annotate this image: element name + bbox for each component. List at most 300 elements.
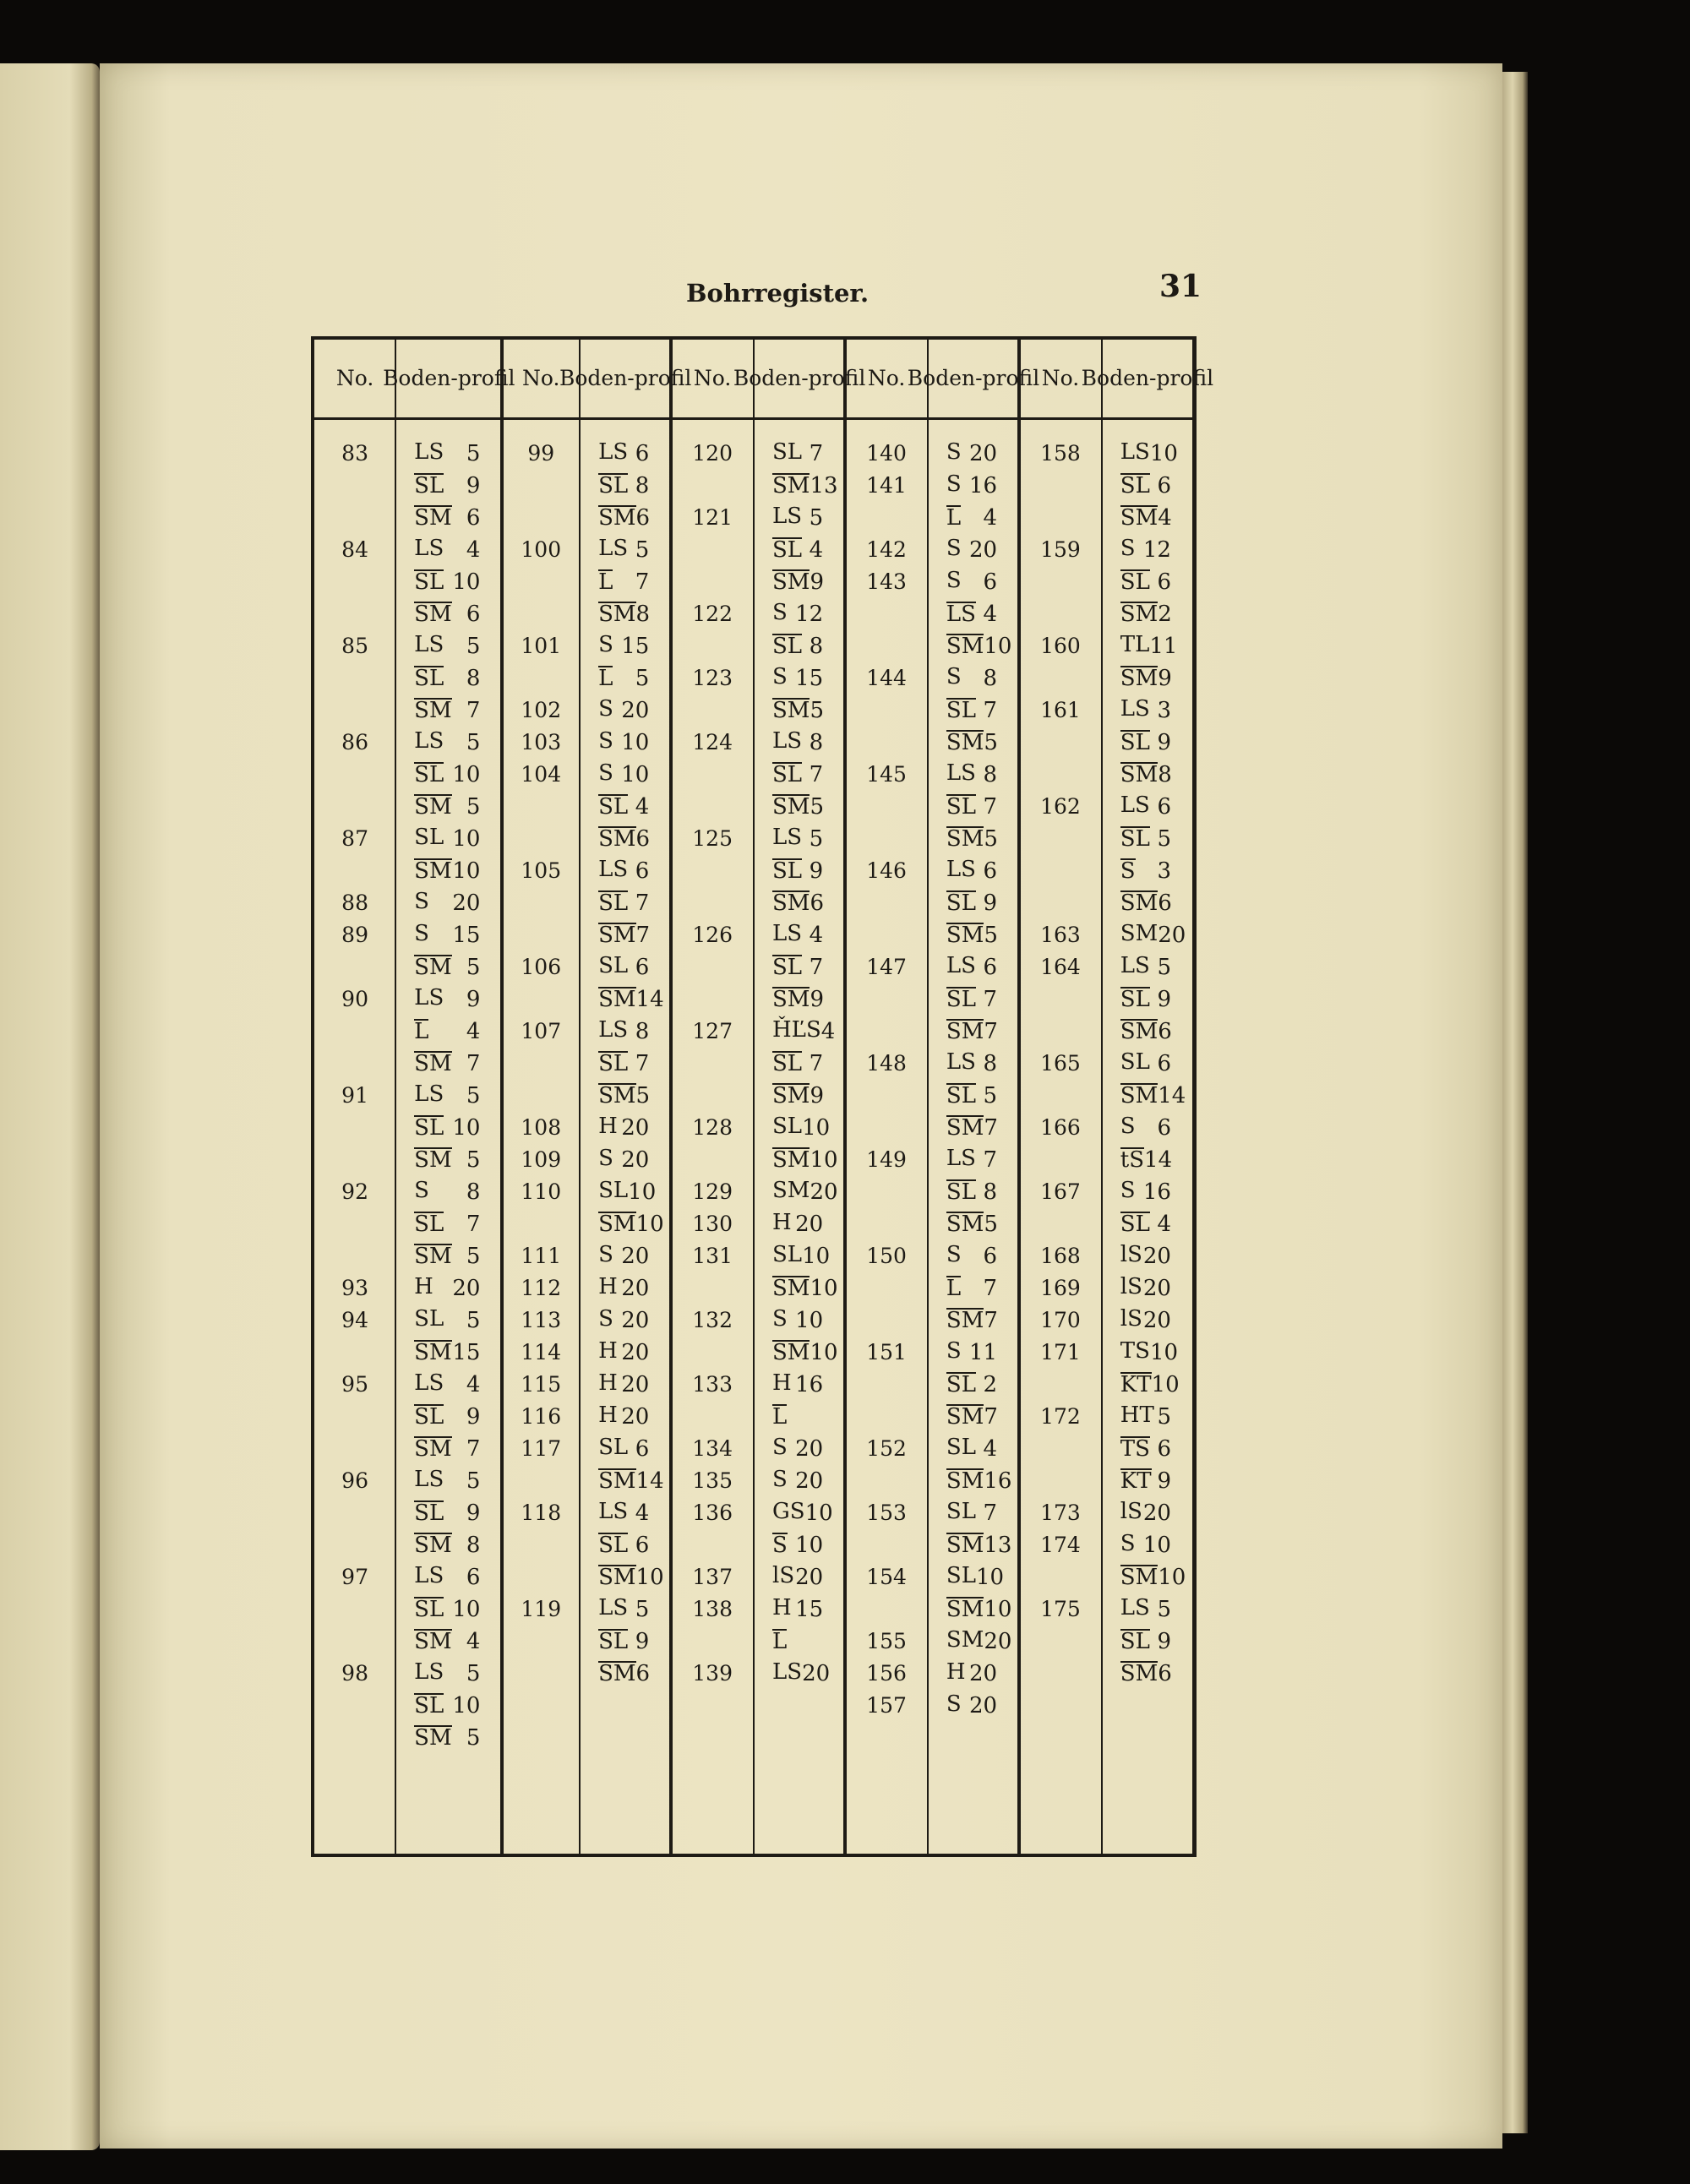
soil-layer: [946, 505, 997, 531]
layer-thickness: 6: [466, 602, 481, 627]
soil-layer: [1120, 473, 1171, 498]
soil-layer: [598, 1051, 649, 1076]
layer-thickness: 6: [1157, 794, 1171, 820]
layer-thickness: 5: [810, 794, 824, 820]
layer-thickness: 7: [984, 1404, 998, 1430]
soil-layer: [598, 826, 649, 852]
running-head: Bohrregister.: [686, 279, 870, 308]
soil-layer: [1120, 987, 1171, 1012]
bore-number: 163: [1040, 923, 1081, 947]
soil-layer: [772, 1340, 838, 1365]
soil-type: H: [772, 1595, 792, 1620]
soil-type: S: [598, 1242, 613, 1267]
soil-layer: [946, 1468, 1012, 1494]
layer-thickness: 10: [810, 1340, 838, 1365]
layer-thickness: 10: [1149, 441, 1178, 466]
layer-thickness: 15: [452, 923, 481, 948]
soil-type: lS: [1120, 1306, 1142, 1332]
soil-type: SM: [946, 634, 984, 659]
layer-thickness: 7: [635, 890, 650, 916]
soil-layer: [414, 1308, 480, 1333]
soil-type: SL: [414, 1404, 444, 1430]
header-bodenprofil-line: profil: [634, 366, 692, 390]
soil-type: LS: [772, 728, 803, 754]
soil-type: H: [946, 1659, 966, 1685]
layer-thickness: 2: [1158, 602, 1172, 627]
soil-layer: [946, 666, 997, 691]
bore-number: 133: [692, 1372, 733, 1397]
bore-number: 129: [692, 1179, 733, 1204]
soil-type: SL: [1120, 730, 1150, 755]
layer-thickness: 2: [983, 1372, 998, 1397]
bore-number: 143: [866, 569, 907, 594]
layer-thickness: 4: [466, 1629, 481, 1654]
layer-thickness: 5: [984, 923, 998, 948]
header-bodenprofil-line: Boden-: [907, 366, 983, 390]
layer-thickness: 5: [466, 1308, 481, 1333]
layer-thickness: 15: [795, 1597, 824, 1622]
soil-type: S: [414, 889, 429, 914]
bore-number: 170: [1040, 1308, 1081, 1332]
soil-layer: [1120, 1019, 1171, 1044]
layer-thickness: 14: [635, 987, 664, 1012]
layer-thickness: 8: [1158, 762, 1172, 787]
soil-type: L: [772, 1629, 788, 1654]
layer-thickness: 5: [809, 505, 824, 531]
soil-layer: [414, 923, 480, 948]
soil-type: SL: [946, 1563, 976, 1588]
soil-layer: [1120, 1244, 1171, 1269]
soil-type: SL: [414, 762, 444, 787]
soil-layer: [598, 1533, 649, 1558]
soil-type: SL: [1120, 987, 1150, 1012]
soil-type: LS: [946, 1049, 976, 1075]
soil-type: S: [598, 632, 613, 657]
soil-type: SM: [772, 987, 810, 1012]
layer-thickness: 10: [804, 1500, 833, 1526]
soil-type: S: [946, 568, 962, 593]
soil-type: SM: [414, 505, 452, 531]
layer-thickness: 7: [983, 987, 998, 1012]
soil-layer: [1120, 1308, 1171, 1333]
soil-layer: [598, 1661, 649, 1686]
layer-thickness: 8: [635, 473, 650, 498]
layer-thickness: 4: [809, 537, 824, 563]
layer-thickness: 20: [969, 441, 998, 466]
header-bodenprofil-line: Boden-: [1081, 366, 1157, 390]
soil-layer: [1120, 1372, 1180, 1397]
layer-thickness: 4: [983, 1436, 998, 1462]
soil-type: SM: [772, 698, 810, 723]
soil-type: SM: [946, 1115, 984, 1141]
soil-type: LS: [1120, 696, 1150, 722]
soil-type: SM: [1120, 505, 1158, 531]
soil-layer: [1120, 1083, 1186, 1108]
bore-number: 128: [692, 1115, 733, 1140]
soil-layer: [414, 987, 480, 1012]
header-bodenprofil: [907, 340, 1040, 417]
soil-type: SL: [414, 1115, 444, 1141]
layer-thickness: 6: [1157, 1051, 1171, 1076]
soil-layer: [946, 987, 997, 1012]
soil-type: S: [772, 1533, 788, 1558]
layer-thickness: 20: [621, 1276, 650, 1301]
layer-thickness: 9: [466, 987, 481, 1012]
soil-type: SM: [1120, 1019, 1158, 1044]
layer-thickness: 10: [621, 730, 650, 755]
layer-thickness: 13: [810, 473, 838, 498]
soil-layer: [1120, 1147, 1171, 1173]
soil-layer: [414, 1533, 480, 1558]
soil-type: H: [772, 1210, 792, 1235]
soil-type: S: [772, 600, 788, 625]
soil-layer: [772, 1404, 823, 1430]
layer-thickness: 4: [466, 537, 481, 563]
bore-number: 156: [866, 1661, 907, 1686]
soil-type: SM: [772, 1083, 810, 1108]
layer-thickness: 10: [452, 858, 481, 884]
bore-number: 105: [521, 858, 562, 883]
column-divider: [579, 340, 581, 1854]
soil-layer: [946, 441, 997, 466]
layer-thickness: 10: [452, 1693, 481, 1718]
header-bodenprofil: [383, 340, 515, 417]
layer-thickness: 10: [1149, 1340, 1179, 1365]
soil-layer: [598, 1500, 649, 1526]
soil-type: SM: [414, 1051, 452, 1076]
bore-number: 99: [527, 441, 555, 466]
soil-layer: [946, 1308, 997, 1333]
layer-thickness: 7: [983, 1500, 998, 1526]
column-divider: [927, 340, 929, 1854]
soil-type: LS: [598, 857, 629, 882]
layer-thickness: 10: [452, 1597, 481, 1622]
soil-type: S: [414, 921, 429, 946]
soil-type: SM: [598, 505, 636, 531]
soil-layer: [772, 1242, 831, 1269]
layer-thickness: 4: [635, 1500, 650, 1526]
layer-thickness: 7: [466, 1051, 481, 1076]
left-page-edge: [0, 63, 100, 2150]
bore-number: 102: [521, 698, 562, 722]
layer-thickness: 15: [452, 1340, 481, 1365]
bore-number: 132: [692, 1308, 733, 1332]
soil-type: SL: [772, 955, 803, 980]
soil-type: LS: [598, 1017, 629, 1043]
column-divider: [669, 340, 673, 1854]
soil-layer: [598, 698, 649, 723]
layer-thickness: 6: [635, 1533, 650, 1558]
soil-layer: [414, 1629, 480, 1654]
soil-type: LS: [772, 504, 803, 529]
soil-layer: [946, 1500, 997, 1526]
soil-layer: [772, 1083, 823, 1108]
bore-number: 120: [692, 441, 733, 466]
layer-thickness: 11: [1149, 634, 1178, 659]
bore-number: 139: [692, 1661, 733, 1686]
soil-layer: [772, 1308, 823, 1333]
soil-layer: [598, 955, 649, 980]
soil-layer: [1120, 537, 1171, 563]
soil-layer: [414, 1179, 480, 1205]
layer-thickness: 7: [809, 762, 824, 787]
soil-type: S: [946, 1242, 962, 1267]
soil-layer: [946, 1533, 1012, 1558]
soil-type: LS: [414, 728, 444, 754]
soil-layer: [946, 1661, 997, 1686]
layer-thickness: 9: [810, 987, 824, 1012]
layer-thickness: 5: [466, 1244, 481, 1269]
layer-thickness: 8: [983, 1051, 998, 1076]
soil-type: S: [1120, 1531, 1136, 1556]
bore-number: 134: [692, 1436, 733, 1461]
soil-type: SL: [598, 953, 629, 978]
soil-layer: [414, 762, 480, 787]
soil-layer: [946, 1019, 997, 1044]
soil-layer: [414, 569, 480, 595]
soil-layer: [598, 1468, 664, 1494]
soil-type: SM: [946, 1019, 984, 1044]
soil-layer: [414, 1436, 480, 1462]
soil-layer: [414, 1083, 480, 1108]
layer-thickness: 6: [1157, 473, 1171, 498]
layer-thickness: 20: [810, 1179, 838, 1205]
bore-number: 164: [1040, 955, 1081, 979]
soil-type: LS: [1120, 953, 1150, 978]
soil-type: S: [946, 439, 962, 465]
layer-thickness: 10: [635, 1565, 664, 1590]
soil-layer: [946, 1340, 997, 1365]
layer-thickness: 20: [621, 1372, 650, 1397]
layer-thickness: 6: [466, 1565, 481, 1590]
bore-number: 130: [692, 1212, 733, 1236]
soil-layer: [1120, 1597, 1171, 1622]
layer-thickness: 6: [635, 826, 651, 852]
bore-number: 131: [692, 1244, 733, 1268]
soil-layer: [598, 1404, 649, 1430]
layer-thickness: 20: [969, 1661, 998, 1686]
bore-number: 106: [521, 955, 562, 979]
soil-type: H: [772, 1370, 792, 1396]
soil-type: SM: [772, 1276, 810, 1301]
bore-number: 157: [866, 1693, 907, 1718]
bore-number: 114: [521, 1340, 562, 1364]
layer-thickness: 10: [1151, 1372, 1180, 1397]
soil-type: SM: [598, 1565, 636, 1590]
soil-type: SL: [598, 1051, 629, 1076]
layer-thickness: 4: [983, 602, 998, 627]
layer-thickness: 7: [809, 441, 824, 466]
layer-thickness: 14: [635, 1468, 664, 1494]
soil-layer: [598, 602, 649, 627]
layer-thickness: 9: [635, 1629, 650, 1654]
layer-thickness: 20: [795, 1436, 824, 1462]
bore-number: 118: [521, 1500, 562, 1525]
bore-number: 95: [341, 1372, 368, 1397]
soil-layer: [598, 987, 664, 1012]
soil-layer: [772, 1629, 823, 1654]
soil-layer: [414, 1019, 480, 1044]
soil-layer: [598, 1340, 649, 1365]
soil-type: SM: [772, 794, 810, 820]
soil-type: SL: [946, 1179, 976, 1205]
bore-number: 147: [866, 955, 907, 979]
soil-type: SL: [772, 634, 803, 659]
bore-number: 90: [341, 987, 368, 1011]
layer-thickness: 10: [452, 1115, 481, 1141]
soil-type: S: [598, 1146, 613, 1171]
soil-type: SM: [414, 1244, 452, 1269]
soil-type: SM: [772, 1340, 810, 1365]
soil-layer: [598, 1565, 664, 1590]
layer-thickness: 8: [635, 1019, 650, 1044]
bore-number: 124: [692, 730, 733, 754]
bore-number: 168: [1040, 1244, 1081, 1268]
bore-number: 175: [1040, 1597, 1081, 1621]
layer-thickness: 5: [466, 1661, 481, 1686]
bore-number: 93: [341, 1276, 368, 1300]
soil-layer: [598, 1629, 649, 1654]
layer-thickness: 20: [621, 1115, 650, 1141]
soil-layer: [598, 730, 649, 755]
bore-number: 117: [521, 1436, 562, 1461]
soil-layer: [946, 762, 997, 787]
soil-type: SL: [946, 987, 976, 1012]
soil-layer: [598, 762, 649, 787]
layer-thickness: 8: [466, 666, 481, 691]
soil-layer: [414, 1212, 480, 1237]
layer-thickness: 14: [1158, 1083, 1186, 1108]
soil-type: S: [946, 664, 962, 689]
layer-thickness: 5: [466, 1468, 481, 1494]
soil-layer: [1120, 1276, 1171, 1301]
soil-layer: [772, 858, 823, 884]
soil-layer: [598, 473, 649, 498]
soil-type: LS: [414, 985, 444, 1010]
bore-register-table: [311, 336, 1214, 1857]
soil-layer: [772, 473, 838, 498]
soil-layer: [772, 505, 823, 531]
soil-type: SM: [414, 1147, 452, 1173]
soil-layer: [1120, 1468, 1171, 1494]
soil-type: SL: [414, 1306, 444, 1332]
soil-type: SL: [772, 1051, 803, 1076]
soil-layer: [946, 1179, 997, 1205]
layer-thickness: 6: [1158, 1019, 1172, 1044]
soil-layer: [946, 1372, 997, 1397]
layer-thickness: 7: [809, 1051, 824, 1076]
soil-type: TS: [1120, 1338, 1150, 1364]
soil-layer: [414, 441, 480, 466]
header-no: No.: [522, 366, 560, 390]
soil-layer: [414, 794, 480, 820]
layer-thickness: 5: [635, 666, 650, 691]
soil-layer: [414, 858, 480, 884]
soil-type: SM: [1120, 890, 1158, 916]
layer-thickness: 10: [452, 826, 481, 852]
soil-layer: [1120, 1338, 1179, 1365]
soil-layer: [414, 1500, 480, 1526]
soil-type: SM: [772, 473, 810, 498]
soil-type: SL: [946, 1435, 976, 1460]
layer-thickness: 9: [1157, 1468, 1171, 1494]
bore-number: 89: [341, 923, 368, 947]
layer-thickness: 7: [984, 1115, 998, 1141]
layer-thickness: 10: [795, 1533, 824, 1558]
bore-number: 103: [521, 730, 562, 754]
soil-layer: [598, 923, 649, 948]
soil-layer: [414, 890, 480, 916]
soil-type: SM: [772, 1147, 810, 1173]
soil-type: SM: [414, 1533, 452, 1558]
soil-type: S: [1120, 1178, 1136, 1203]
bore-number: 149: [866, 1147, 907, 1172]
soil-type: SL: [414, 825, 444, 850]
soil-layer: [598, 1244, 649, 1269]
layer-thickness: 8: [983, 1179, 998, 1205]
layer-thickness: 20: [1142, 1244, 1171, 1269]
soil-layer: [946, 1693, 997, 1718]
soil-layer: [1120, 921, 1186, 948]
soil-layer: [946, 1212, 997, 1237]
soil-layer: [772, 666, 823, 691]
layer-thickness: 15: [621, 634, 650, 659]
layer-thickness: 20: [969, 537, 998, 563]
layer-thickness: 4: [1157, 1212, 1171, 1237]
soil-type: LS: [598, 1499, 629, 1524]
soil-layer: [598, 1372, 649, 1397]
soil-type: LS: [772, 1659, 803, 1685]
soil-layer: [1120, 794, 1171, 820]
layer-thickness: 6: [1157, 569, 1171, 595]
soil-layer: [772, 1147, 838, 1173]
layer-thickness: 5: [1157, 955, 1171, 980]
layer-thickness: 20: [795, 1212, 824, 1237]
layer-thickness: 20: [452, 1276, 481, 1301]
soil-type: H: [598, 1338, 618, 1364]
layer-thickness: 5: [983, 1083, 998, 1108]
soil-type: LS: [414, 536, 444, 561]
layer-thickness: 7: [466, 1436, 481, 1462]
soil-type: S: [946, 471, 962, 497]
layer-thickness: 7: [983, 1276, 998, 1301]
soil-layer: [772, 730, 823, 755]
soil-layer: [772, 441, 823, 466]
soil-type: SM: [414, 698, 452, 723]
soil-type: H: [598, 1114, 618, 1139]
soil-type: S: [598, 728, 613, 754]
soil-layer: [946, 698, 997, 723]
layer-thickness: 7: [635, 569, 650, 595]
soil-layer: [772, 987, 823, 1012]
soil-layer: [772, 1436, 823, 1462]
layer-thickness: 20: [969, 1693, 998, 1718]
layer-thickness: 14: [1144, 1147, 1173, 1173]
bore-number: 145: [866, 762, 907, 787]
bore-number: 108: [521, 1115, 562, 1140]
header-bodenprofil: [1081, 340, 1214, 417]
bore-number: 171: [1040, 1340, 1081, 1364]
soil-layer: [946, 473, 997, 498]
soil-type: SL: [598, 1435, 629, 1460]
bore-number: 160: [1040, 634, 1081, 658]
bore-number: 104: [521, 762, 562, 787]
layer-thickness: 8: [635, 602, 651, 627]
soil-layer: [946, 923, 997, 948]
soil-type: S: [598, 696, 613, 722]
layer-thickness: 10: [810, 1276, 838, 1301]
bore-number: 88: [341, 890, 368, 915]
